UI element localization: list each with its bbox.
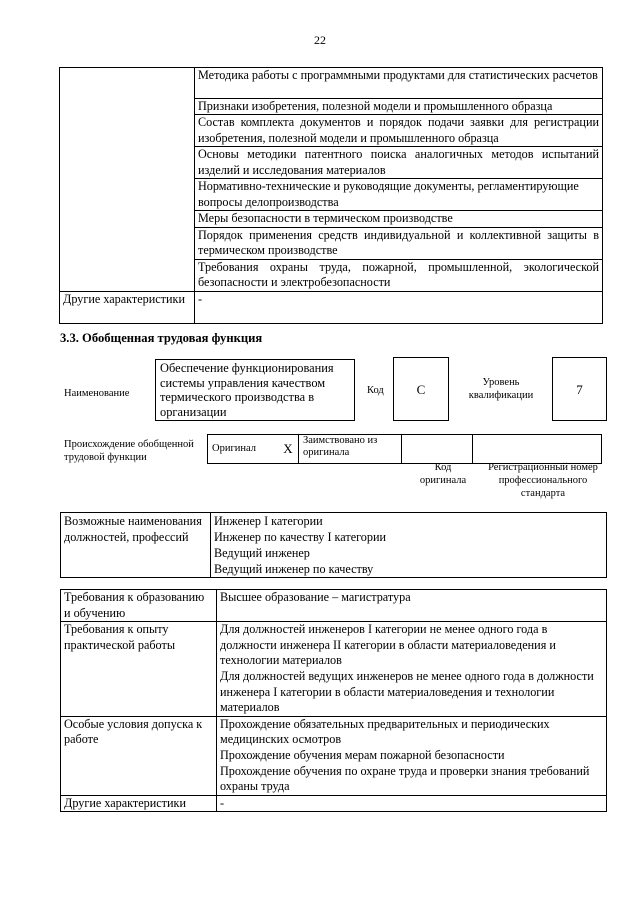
table-cell-label — [60, 68, 195, 292]
name-label: Наименование — [64, 388, 130, 399]
condition-item: Прохождение обязательных предварительных и периодических медицинских осмотров — [220, 716, 550, 747]
position-item: Ведущий инженер — [214, 546, 310, 560]
conditions-values — [217, 716, 607, 795]
code-label: Код — [367, 385, 384, 396]
requirements-table — [60, 589, 607, 812]
origin-table — [207, 434, 602, 464]
positions-list — [211, 513, 607, 578]
table-cell-text: Основы методики патентного поиска аналогичных методов испытаний изделий и исследования материалов — [195, 147, 603, 179]
section-title: 3.3. Обобщенная трудовая функция — [60, 331, 263, 345]
other-value: - — [217, 795, 607, 812]
table-cell-text: Состав комплекта документов и порядок подачи заявки для регистрации изобретения, полезной модели и промышленного образца — [195, 115, 603, 147]
table-cell-text: Требования охраны труда, пожарной, промышленной, экологической безопасности и электробезопасности — [195, 259, 603, 291]
table-row — [208, 435, 602, 464]
function-name-box: Обеспечение функционирования системы управления качеством термического производства в организации — [155, 359, 355, 421]
table-row — [60, 68, 603, 99]
reg-number-cell — [473, 435, 602, 464]
knowledge-table — [59, 67, 603, 324]
reg-number-caption: Регистрационный номер профессионального стандарта — [488, 462, 598, 499]
education-label: Требования к образованию и обучению — [61, 590, 217, 622]
table-row — [61, 590, 607, 622]
table-cell-text: - — [195, 291, 603, 323]
table-cell-text: Порядок применения средств индивидуальной и коллективной защиты в термическом производстве — [195, 227, 603, 259]
other-label: Другие характеристики — [61, 795, 217, 812]
borrowed-cell: Заимствовано из оригинала — [299, 435, 402, 464]
table-cell-text: Меры безопасности в термическом производстве — [195, 211, 603, 227]
table-cell-label: Другие характеристики — [60, 291, 195, 323]
position-item: Инженер по качеству I категории — [214, 530, 387, 544]
experience-label: Требования к опыту практической работы — [61, 622, 217, 717]
position-item: Ведущий инженер по качеству — [214, 562, 374, 576]
code-box: C — [393, 357, 449, 421]
origin-label: Происхождение обобщенной трудовой функции — [64, 439, 194, 463]
level-box: 7 — [552, 357, 607, 421]
table-cell-text: Признаки изобретения, полезной модели и промышленного образца — [195, 99, 603, 115]
experience-item: Для должностей инженеров I категории не менее одного года в должности инженера II категории в области материаловедения и технологии материалов — [220, 622, 556, 668]
table-row — [61, 716, 607, 795]
level-label: Уровень квалификации — [468, 377, 534, 401]
condition-item: Прохождение обучения мерам пожарной безопасности — [220, 747, 505, 762]
original-mark: X — [278, 435, 299, 464]
condition-item: Прохождение обучения по охране труда и проверки знания требований охраны труда — [220, 763, 590, 794]
code-original-cell — [402, 435, 473, 464]
positions-table — [60, 512, 607, 578]
table-cell-text: Нормативно-технические и руководящие документы, регламентирующие вопросы делопроизводства — [195, 179, 603, 211]
table-cell-text: Методика работы с программными продуктами для статистических расчетов — [195, 68, 603, 99]
table-row — [60, 291, 603, 323]
education-value: Высшее образование – магистратура — [217, 590, 607, 622]
experience-item: Для должностей ведущих инженеров не менее одного года в должности инженера I категории в области материаловедения и технологии материалов — [220, 668, 594, 715]
page-number: 22 — [314, 33, 326, 47]
table-row — [61, 795, 607, 812]
original-cell: Оригинал — [208, 435, 279, 464]
code-original-caption: Код оригинала — [419, 462, 467, 486]
experience-values — [217, 622, 607, 717]
table-row — [61, 513, 607, 578]
conditions-label: Особые условия допуска к работе — [61, 716, 217, 795]
table-row — [61, 622, 607, 717]
position-item: Инженер I категории — [214, 514, 323, 528]
positions-label: Возможные наименования должностей, профессий — [61, 513, 211, 578]
